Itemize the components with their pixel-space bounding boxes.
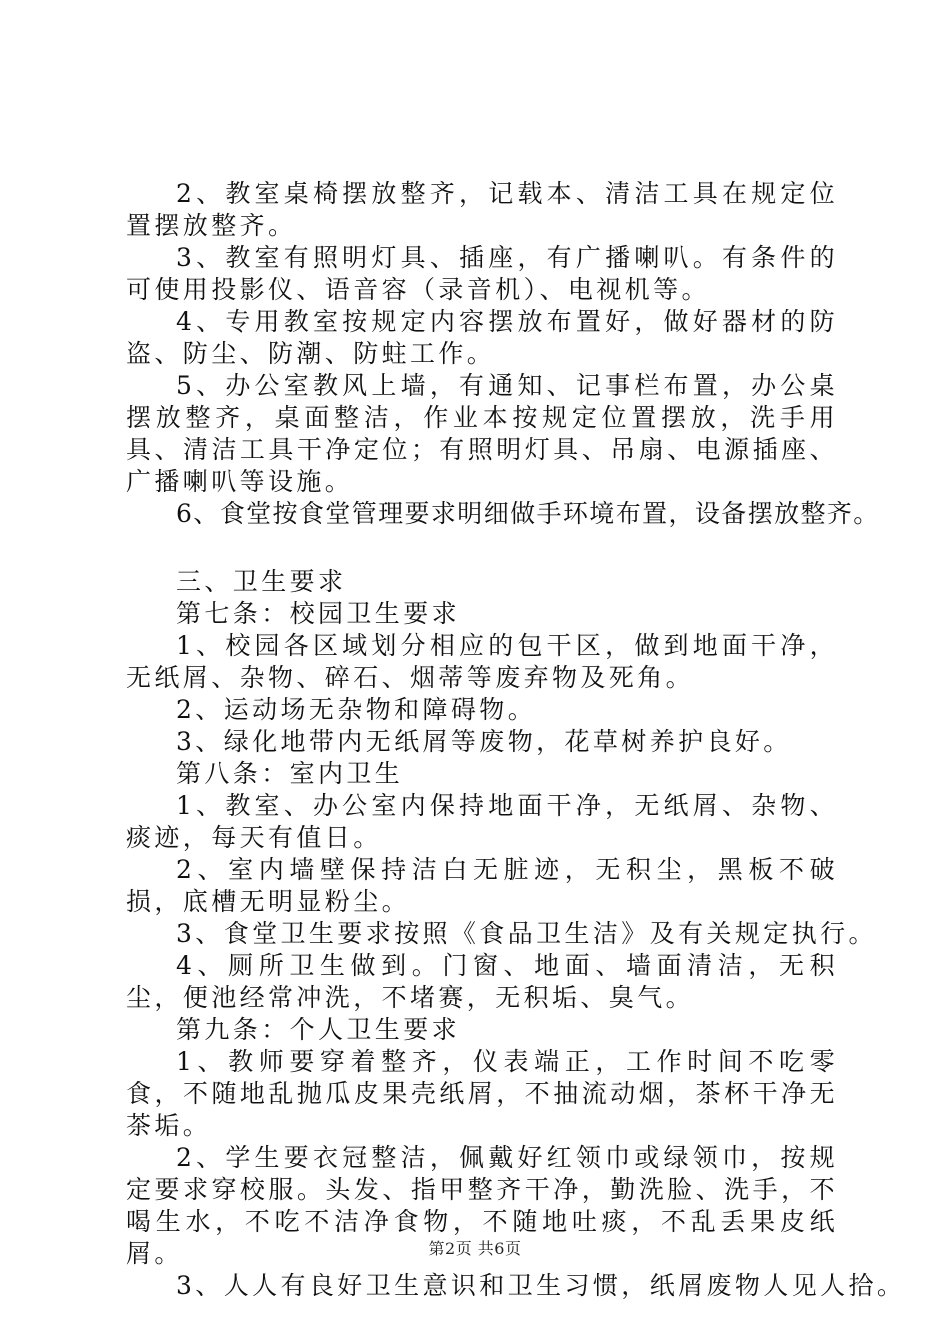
article-eight-item-2: 2、室内墙壁保持洁白无脏迹，无积尘，黑板不破损，底槽无明显粉尘。	[126, 855, 838, 916]
article-nine-item-2: 2、学生要衣冠整洁，佩戴好红领巾或绿领巾，按规定要求穿校服。头发、指甲整齐干净，勤洗脸、洗手，不喝生水，不吃不洁净食物，不随地吐痰，不乱丢果皮纸屑。	[126, 1143, 838, 1268]
paragraph-item-5-office: 5、办公室教风上墙，有通知、记事栏布置，办公桌摆放整齐，桌面整洁，作业本按规定位置摆放，洗手用具、清洁工具干净定位；有照明灯具、吊扇、电源插座、广播喇叭等设施。	[126, 371, 838, 496]
article-nine-item-3: 3、人人有良好卫生意识和卫生习惯，纸屑废物人见人拾。	[176, 1271, 906, 1300]
paragraph-item-2-desks: 2、教室桌椅摆放整齐，记载本、清洁工具在规定位置摆放整齐。	[126, 179, 838, 240]
paragraph-item-3-lighting: 3、教室有照明灯具、插座，有广播喇叭。有条件的可使用投影仪、语音容（录音机）、电视机等。	[126, 243, 838, 304]
document-body	[126, 178, 906, 1302]
article-nine-item-1: 1、教师要穿着整齐，仪表端正，工作时间不吃零食，不随地乱抛瓜皮果壳纸屑，不抽流动烟，茶杯干净无茶垢。	[126, 1047, 838, 1140]
paragraph-item-4-special-classroom: 4、专用教室按规定内容摆放布置好，做好器材的防盗、防尘、防潮、防蛀工作。	[126, 307, 838, 368]
article-eight-item-4: 4、厕所卫生做到。门窗、地面、墙面清洁，无积尘，便池经常冲洗，不堵赛，无积垢、臭气。	[126, 951, 838, 1012]
article-seven-item-3: 3、绿化地带内无纸屑等废物，花草树养护良好。	[176, 727, 792, 756]
article-seven-item-1: 1、校园各区域划分相应的包干区，做到地面干净，无纸屑、杂物、碎石、烟蒂等废弃物及死角。	[126, 631, 838, 692]
article-seven-item-2: 2、运动场无杂物和障碍物。	[176, 695, 537, 724]
section-gap	[126, 530, 838, 566]
article-nine-title: 第九条：个人卫生要求	[176, 1015, 461, 1044]
article-seven-title: 第七条：校园卫生要求	[176, 599, 461, 628]
article-eight-item-3: 3、食堂卫生要求按照《食品卫生洁》及有关规定执行。	[176, 919, 877, 948]
paragraph-item-6-canteen: 6、食堂按食堂管理要求明细做手环境布置，设备摆放整齐。	[176, 499, 880, 528]
page-number-footer: 第2页 共6页	[428, 1239, 522, 1258]
section-three-title: 三、卫生要求	[176, 567, 347, 596]
article-eight-item-1: 1、教室、办公室内保持地面干净，无纸屑、杂物、痰迹，每天有值日。	[126, 791, 838, 852]
article-eight-title: 第八条：室内卫生	[176, 759, 404, 788]
